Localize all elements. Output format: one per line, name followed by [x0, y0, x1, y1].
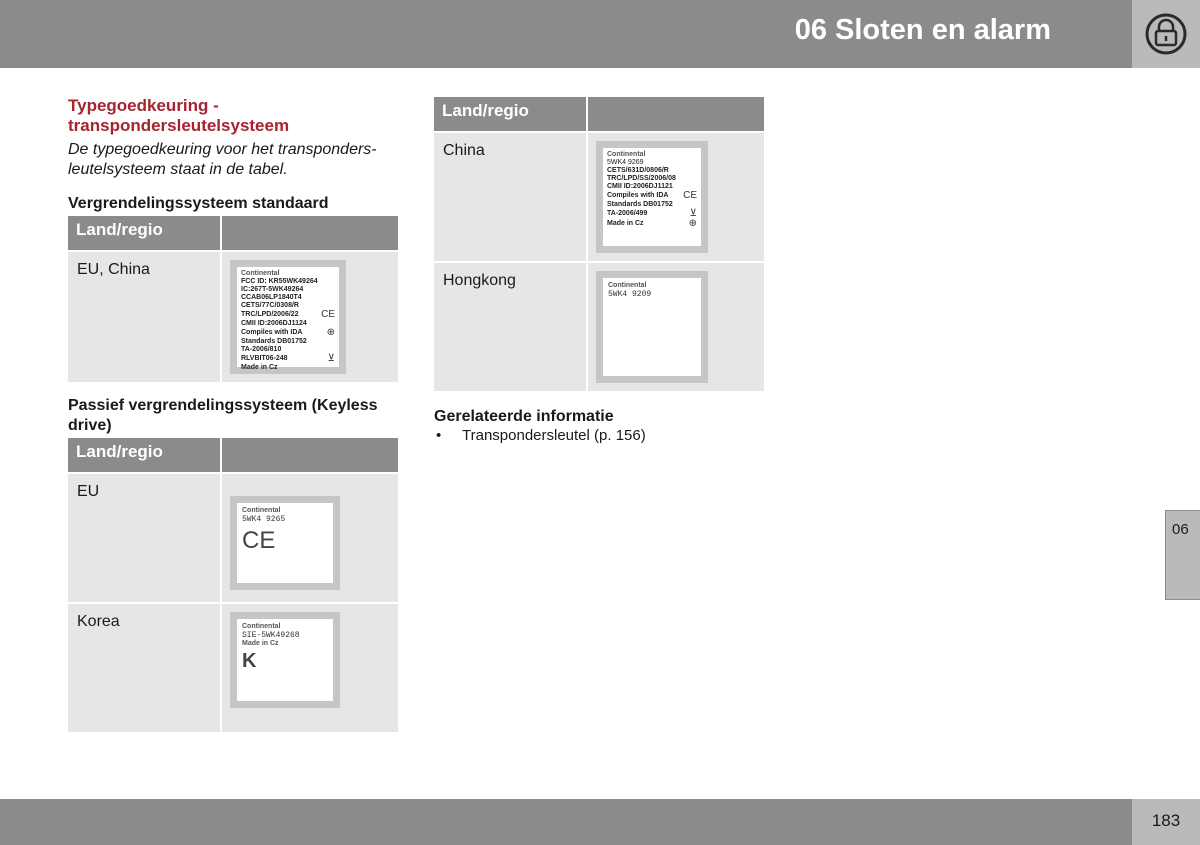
approval-label-image: Continental FCC ID: KR55WK49264 IC:267T-5WK49264 CCAB06LP1840T4 CETS/77C/0308/R TRC/LPD/2006/22 CE CMII ID:2006DJ1124 Compiles with IDA ⊕ Standards DB01752 TA-2006/810 RLVBIT06-248 ⊻ Made in Cz [230, 260, 346, 374]
arrow-mark-icon: ⊻ [689, 208, 697, 219]
approval-label-image: Continental 5WK4 9209 [596, 271, 708, 383]
page-footer [0, 799, 1132, 845]
label-cell [222, 604, 398, 732]
arrow-mark-icon: ⊻ [327, 353, 335, 364]
region-cell: Hongkong [434, 263, 586, 391]
padlock-icon [1144, 12, 1188, 56]
standard-table [66, 214, 400, 384]
section-title: Typegoedkeuring - transpondersleutelsysteem [68, 96, 290, 135]
ce-mark-icon: CE [242, 527, 276, 554]
table-row [434, 263, 764, 391]
kc-mark-icon: K [242, 650, 257, 672]
passive-table [66, 436, 400, 734]
col-header-blank [222, 438, 398, 472]
page-number: 183 [1151, 811, 1181, 830]
region-cell: China [434, 133, 586, 261]
related-link-transpondersleutel[interactable] [434, 427, 766, 445]
label-cell [222, 474, 398, 602]
col-header-blank [222, 216, 398, 250]
table-row [68, 252, 398, 382]
table-header-row [434, 97, 764, 131]
left-column [68, 96, 400, 734]
standard-heading: Vergrendelingssysteem standaard [68, 195, 329, 212]
col-header-region: Land/regio [434, 97, 586, 131]
label-cell [222, 252, 398, 382]
chapter-icon-box [1132, 0, 1200, 68]
region-cell: Korea [68, 604, 220, 732]
certification-mark-icon: ⊕ [688, 218, 697, 229]
label-cell [588, 263, 764, 391]
region-cell: EU [68, 474, 220, 602]
related-info-heading: Gerelateerde informatie [434, 408, 614, 425]
approval-label-image: Continental 5WK4 9269 CETS/631D/0806/R TRC/LPD/SS/2006/08 CMII ID:2006DJ1121 Compiles with IDA CE Standards DB01752 TA-2006/499 ⊻ Made in Cz ⊕ [596, 141, 708, 253]
region-cell: EU, China [68, 252, 220, 382]
table-header-row [68, 216, 398, 250]
related-link-label: Transpondersleutel (p. 156) [462, 427, 646, 444]
table-row [68, 604, 398, 732]
col-header-region: Land/regio [68, 216, 220, 250]
approval-label-image: Continental 5WK4 9265 CE [230, 496, 340, 590]
certification-mark-icon: ⊕ [326, 327, 335, 338]
ce-mark-icon: CE [321, 309, 335, 320]
bullet-icon: • [436, 427, 442, 444]
section-intro: De typegoedkeuring voor het transponders- leutelsysteem staat in de tabel. [68, 141, 377, 178]
chapter-title: 06 Sloten en alarm [794, 14, 1051, 46]
approval-label-image: Continental SIE-5WK49268 Made in Cz K [230, 612, 340, 708]
chapter-tab[interactable] [1165, 510, 1200, 600]
table-row [68, 474, 398, 602]
page-header [0, 0, 1132, 68]
middle-column [434, 96, 766, 445]
col-header-blank [588, 97, 764, 131]
col-header-region: Land/regio [68, 438, 220, 472]
page-number-box [1132, 799, 1200, 845]
chapter-tab-label: 06 [1172, 521, 1189, 538]
table-header-row [68, 438, 398, 472]
table-row [434, 133, 764, 261]
label-cell [588, 133, 764, 261]
region-table [432, 95, 766, 393]
passive-heading: Passief vergrendelingssysteem (Keyless drive) [68, 397, 378, 434]
ce-mark-icon: CE [683, 190, 697, 201]
